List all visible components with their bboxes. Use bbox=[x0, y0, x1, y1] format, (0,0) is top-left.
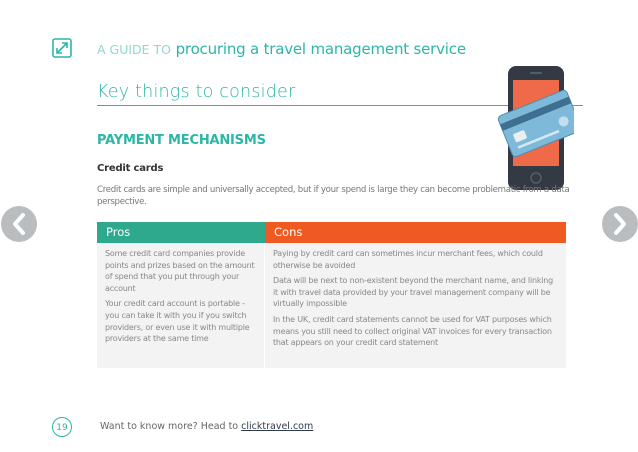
cons-column bbox=[265, 243, 566, 368]
phone-credit-card-illustration bbox=[494, 64, 574, 192]
page-title: Key things to consider bbox=[97, 82, 296, 102]
guide-title bbox=[97, 40, 466, 58]
section-heading: PAYMENT MECHANISMS bbox=[97, 133, 266, 148]
cons-item: Data will be next to non-existent beyond the merchant name, and linking it with travel data provided by your travel management company will be virtually impossible bbox=[273, 276, 554, 309]
expand-arrows-icon bbox=[52, 38, 72, 58]
footer-text bbox=[100, 421, 313, 432]
intro-text: Credit cards are simple and universally accepted, but if your spend is large they can become problematic from a data perspective. bbox=[97, 185, 570, 207]
next-page-button[interactable] bbox=[602, 206, 638, 242]
previous-page-button[interactable] bbox=[1, 206, 37, 242]
clicktravel-link[interactable]: clicktravel.com bbox=[241, 421, 314, 432]
chevron-left-icon bbox=[11, 213, 27, 235]
cons-item: Paying by credit card can sometimes incur merchant fees, which could otherwise be avoided bbox=[273, 249, 543, 270]
pros-column bbox=[97, 243, 264, 368]
subheading: Credit cards bbox=[97, 163, 164, 174]
page-number: 19 bbox=[52, 417, 72, 437]
footer-label: Want to know more? Head to bbox=[100, 421, 239, 432]
pros-cons-table bbox=[97, 222, 566, 368]
guide-prefix: A GUIDE TO bbox=[97, 42, 172, 57]
cons-item: In the UK, credit card statements cannot be used for VAT purposes which means you still need to collect original VAT invoices for every transaction that appears on your credit card statement bbox=[273, 314, 552, 348]
guide-main: procuring a travel management service bbox=[175, 40, 466, 58]
pros-item: Your credit card account is portable - you can take it with you if you switch providers, or even use it with multiple providers at the same time bbox=[105, 299, 250, 344]
pros-header: Pros bbox=[97, 222, 265, 243]
chevron-right-icon bbox=[612, 213, 628, 235]
cons-header: Cons bbox=[265, 222, 566, 243]
pros-item: Some credit card companies provide points and prizes based on the amount of spend that you put through your account bbox=[105, 249, 255, 293]
